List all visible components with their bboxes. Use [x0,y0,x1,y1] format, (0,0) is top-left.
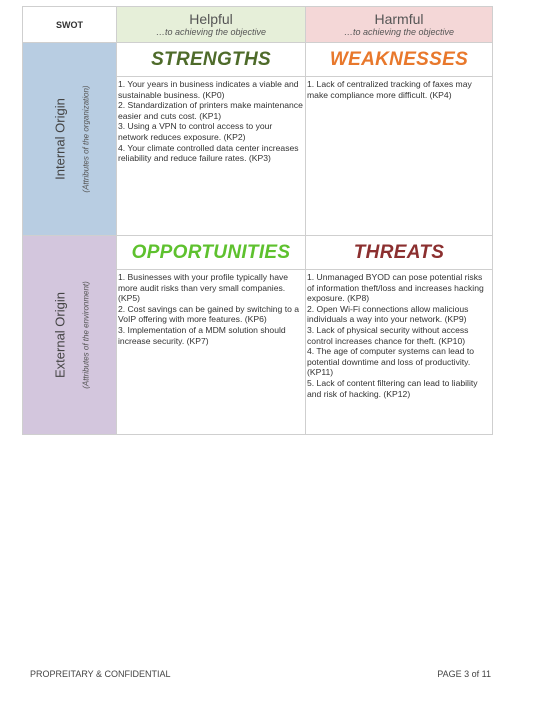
opportunities-title: OPPORTUNITIES [117,236,306,270]
internal-origin-label: Internal Origin [52,98,68,180]
helpful-header [117,7,306,43]
swot-corner-label: SWOT [23,7,117,43]
helpful-title: Helpful [189,10,233,27]
external-origin-sublabel: (Attributes of the environment) [81,281,91,389]
list-item: 3. Implementation of a MDM solution should increase security. (KP7) [118,324,286,346]
harmful-subtitle: …to achieving the objective [343,26,455,37]
list-item: 3. Lack of physical security without access control increases chance for theft. (KP10) [307,324,469,346]
threats-list [306,270,493,435]
strengths-list [117,77,306,236]
external-origin-header [23,236,117,435]
list-item: 2. Cost savings can be gained by switching to a VoIP offering with more features. (KP6) [118,303,300,325]
threats-title: THREATS [306,236,493,270]
list-item: 2. Standardization of printers make maintenance easier and cuts cost. (KP1) [118,100,303,121]
list-item: 5. Lack of content filtering can lead to liability and risk of hacking. (KP12) [307,377,478,399]
list-item: 1. Your years in business indicates a viable and sustainable business. (KP0) [118,79,299,100]
list-item: 2. Open Wi-Fi connections allow malicious individuals a way into your network. (KP9) [307,303,469,325]
harmful-title: Harmful [374,10,424,27]
internal-origin-sublabel: (Attributes of the organization) [81,85,91,193]
swot-table [22,6,493,435]
strengths-title: STRENGTHS [117,43,306,77]
list-item: 4. The age of computer systems can lead to potential downtime and loss of productivity. (KP11) [307,346,475,378]
footer-confidential: PROPREITARY & CONFIDENTIAL [30,669,171,679]
list-item: 1. Businesses with your profile typically have more audit risks than very small companies. (KP5) [118,272,289,304]
helpful-subtitle: …to achieving the objective [155,26,267,37]
list-item: 1. Lack of centralized tracking of faxes may make compliance more difficult. (KP4) [307,79,472,100]
list-item: 4. Your climate controlled data center increases reliability and reduce failure rates. (KP3) [118,142,299,164]
weaknesses-title: WEAKNESSES [306,43,493,77]
weaknesses-list [306,77,493,236]
list-item: 3. Using a VPN to control access to your network reduces exposure. (KP2) [118,121,273,142]
list-item: 1. Unmanaged BYOD can pose potential risks of information theft/loss and increases hacking exposure. (KP8) [307,272,484,304]
external-origin-label: External Origin [52,292,68,378]
harmful-header [306,7,493,43]
internal-origin-header [23,43,117,236]
opportunities-list [117,270,306,435]
footer-page-number: PAGE 3 of 11 [437,669,491,679]
